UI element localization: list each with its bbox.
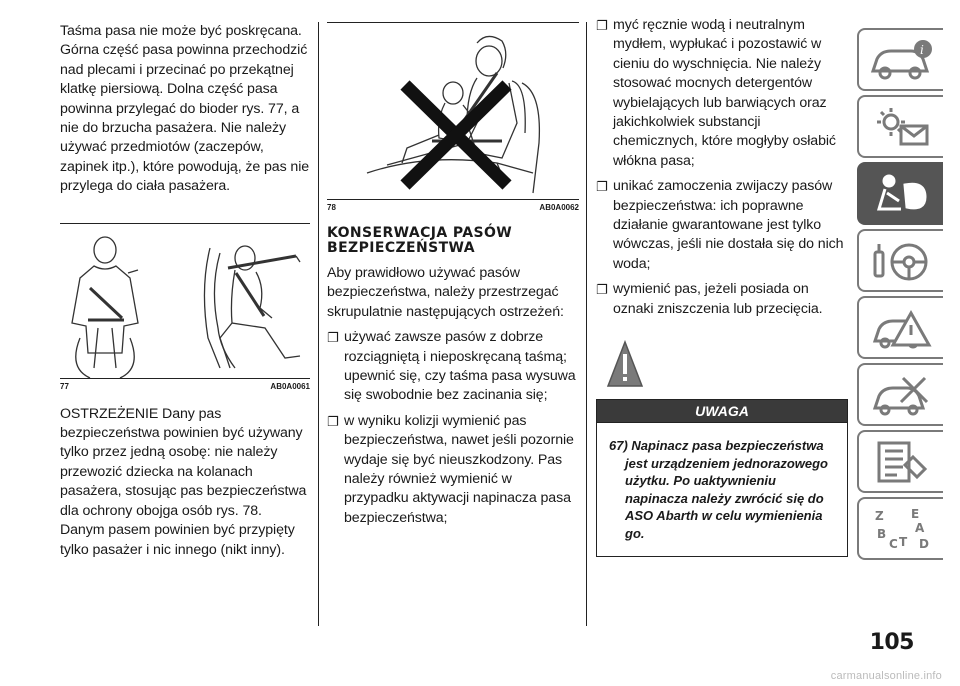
list-item [596,280,848,319]
page-number: 105 [869,630,914,655]
figure-77 [60,223,310,391]
prohibited-cross-icon [405,85,507,185]
checkbox-bullet-icon: ❐ [596,282,608,298]
column-1 [60,22,310,560]
svg-text:B: B [877,526,887,541]
tab-maintenance[interactable] [857,363,943,426]
list-item-text: myć ręcznie wodą i neutralnym mydłem, wypłukać i pozostawić w cieniu do wyschnięcia. Nie należy stosować mocnych detergentów wybielających lub barwiących oraz jakichkolwiek substancji chemicznych, które mogłyby osłabić włókna pasa; [613,17,836,169]
list-item [596,16,848,171]
seat-airbag-icon [867,171,935,217]
tab-index[interactable] [857,497,943,560]
warning-block [596,340,848,557]
dashboard-warning-icon [867,104,935,150]
belt-positioning-illustration [60,228,310,378]
paragraph-warning-one-person: OSTRZEŻENIE Dany pas bezpieczeństwa powinien być używany tylko przez jedną osobę: nie należy przewozić dziecka na kolanach pasażera, stosując pas bezpieczeństwa dla ochrony obojga osób rys. 78. Danym pasem powinien być przypięty tylko pasażer i nic innego (nikt inny). [60,405,307,558]
svg-text:E: E [911,506,920,521]
svg-text:A: A [915,520,925,535]
list-item-text: w wyniku kolizji wymienić pas bezpieczeństwa, nawet jeśli pozornie wydaje się być nieuszkodzony. Pas należy również wymienić w przypadku aktywacji napinacza pasa bezpieczeństwa; [344,412,574,526]
specifications-icon [867,439,935,485]
list-item-text: używać zawsze pasów z dobrze rozciągniętą i nieposkręcaną taśmą; upewnić się, czy taśma pasa wysuwa się swobodnie bez zacinania się; [344,329,576,404]
index-icon [867,506,935,552]
maintenance-icon [867,372,935,418]
svg-text:i: i [920,42,924,57]
svg-text:C: C [889,536,898,551]
figure-77-caption [60,378,310,391]
figure-78 [327,22,579,212]
warning-box [596,423,848,557]
emergency-icon [867,305,935,351]
warning-exclamation-icon [606,340,644,388]
section-heading: KONSERWACJA PASÓW BEZPIECZEŃSTWA [327,225,513,256]
list-item [596,177,848,274]
section-intro: Aby prawidłowo używać pasów bezpieczeństwa, należy przestrzegać skrupulatnie następujących ostrzeżeń: [327,265,564,320]
paragraph-belt-positioning: Taśma pasa nie może być poskręcana. Górna część pasa powinna przechodzić nad plecami i przecinać po przekątnej klatkę piersiową. Dolna część pasa powinna przylegać do bioder rys. 77, a nie do brzucha pasażera. Nie należy używać przedmiotów (zaczepów, zapinek itp.), które powodują, że pas nie przylega do ciała pasażera. [60,23,310,195]
column-2 [327,8,579,528]
warning-note: 67) Napinacz pasa bezpieczeństwa jest urządzeniem jednorazowego użytku. Po uaktywnieniu napinacza należy zwrócić się do ASO Abarth w celu wymienienia go. [609,438,828,541]
svg-text:T: T [899,534,908,549]
steering-wheel-icon [867,238,935,284]
list-item-text: wymienić pas, jeżeli posiada on oznaki zniszczenia lub przecięcia. [613,281,823,317]
car-info-icon [867,37,935,83]
watermark: carmanualsonline.info [830,670,942,682]
figure-78-code: AB0A0062 [539,203,579,212]
column-divider-2 [586,22,587,626]
figure-78-caption [327,199,579,212]
warning-title: UWAGA [596,399,848,423]
column-divider-1 [318,22,319,626]
list-item [327,412,579,528]
checkbox-bullet-icon: ❐ [327,330,339,346]
tab-emergency[interactable] [857,296,943,359]
checkbox-bullet-icon: ❐ [327,413,339,429]
tab-safety[interactable] [857,162,943,225]
tab-car-info[interactable] [857,28,943,91]
tab-specifications[interactable] [857,430,943,493]
list-item [327,328,579,406]
child-on-lap-illustration [327,23,579,195]
tab-dashboard[interactable] [857,95,943,158]
svg-text:D: D [919,536,929,551]
tab-starting-driving[interactable] [857,229,943,292]
checkbox-bullet-icon: ❐ [596,18,608,33]
figure-77-code: AB0A0061 [270,381,310,391]
list-item-text: unikać zamoczenia zwijaczy pasów bezpieczeństwa: ich poprawne działanie gwarantowane jest tylko wówczas, jeśli nie dostała się do nich woda; [613,178,844,272]
figure-78-number: 78 [327,203,336,212]
svg-text:Z: Z [875,508,884,523]
checkbox-bullet-icon: ❐ [596,179,608,195]
column-3 [596,16,848,319]
chapter-sidebar [857,28,943,564]
figure-77-number: 77 [60,381,69,391]
